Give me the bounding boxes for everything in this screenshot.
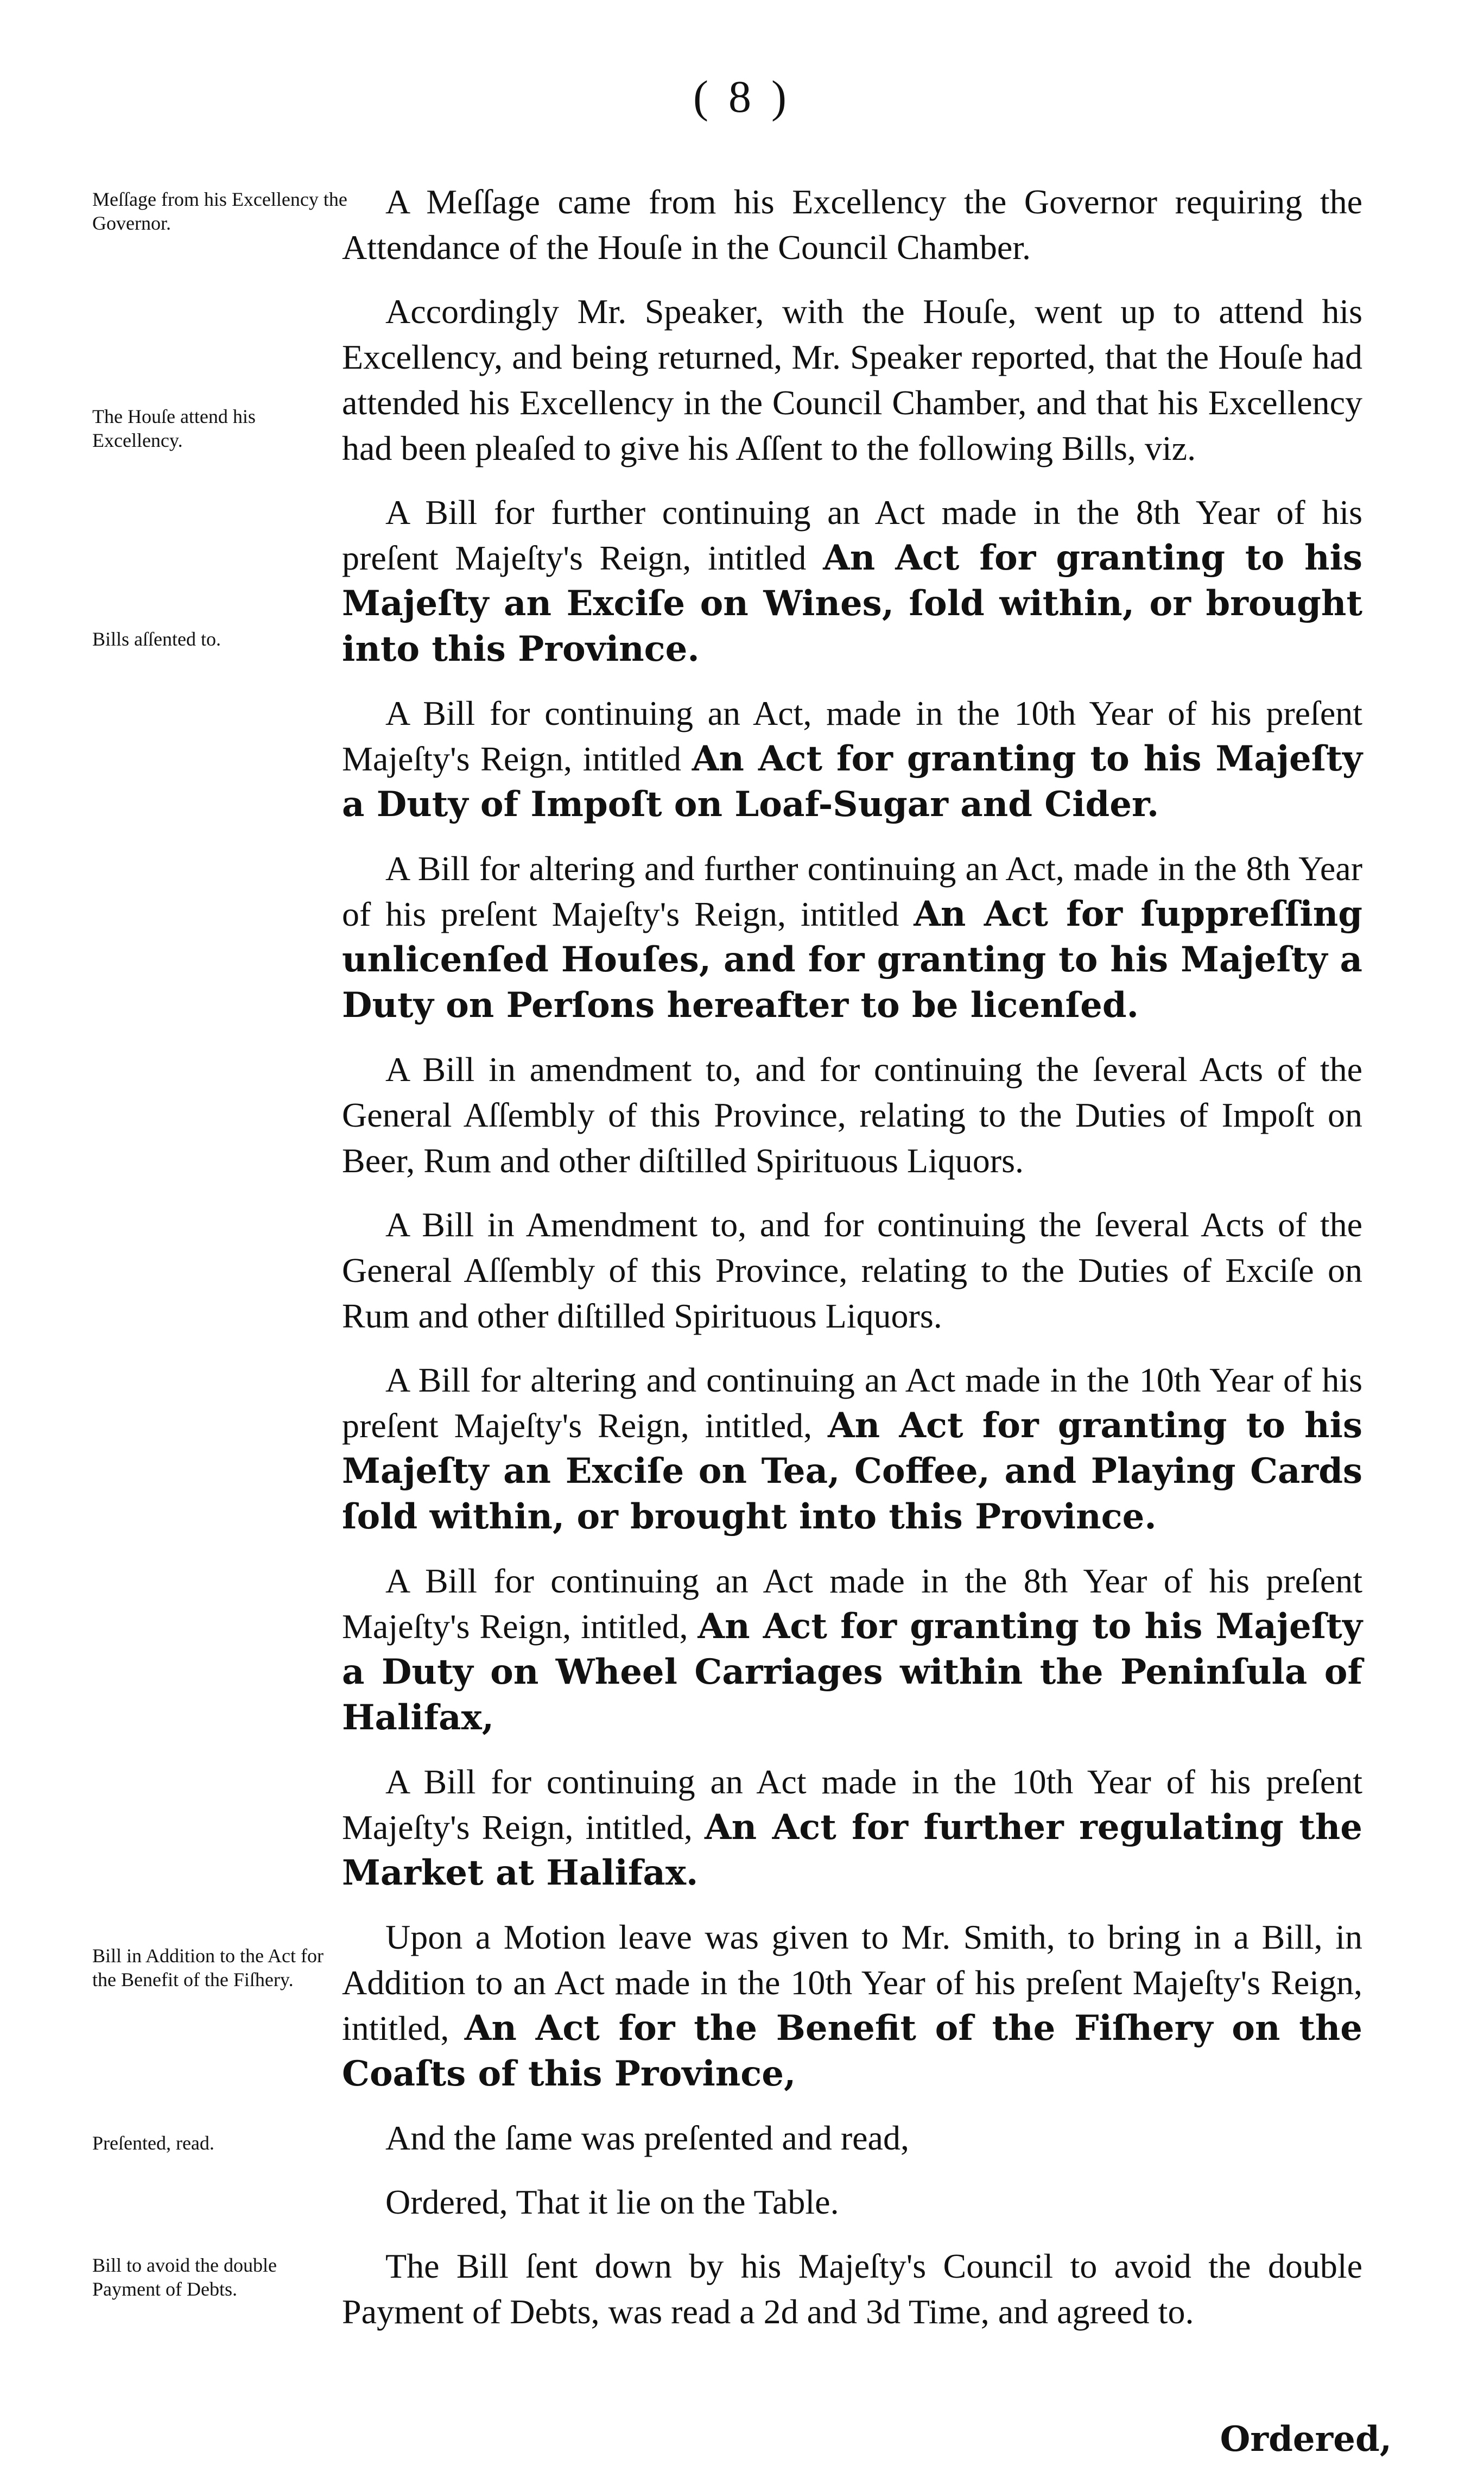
paragraph bbox=[342, 1759, 1362, 1896]
act-title: An Act for ſuppreſſing unlicenſed Houſes, and for granting to his Majeſty a Duty on Perſons hereafter to be licenſed. bbox=[342, 894, 1363, 1026]
paragraph bbox=[342, 1914, 1362, 2097]
paragraph bbox=[342, 179, 1362, 270]
paragraph bbox=[342, 490, 1362, 672]
paragraph-text: A Bill in amendment to, and for continuing the ſeveral Acts of the General Aſſembly of this Province, relating to the Duties of Impoſt on Beer, Rum and other diſtilled Spirituous Liquors. bbox=[342, 1050, 1362, 1180]
paragraph bbox=[342, 1047, 1362, 1184]
paragraph-text: A Meſſage came from his Excellency the Governor requiring the Attendance of the Houſe in the Council Chamber. bbox=[342, 182, 1362, 267]
paragraph bbox=[342, 846, 1362, 1028]
paragraph bbox=[342, 2115, 1362, 2161]
catchword: Ordered, bbox=[1220, 2419, 1392, 2460]
margin-note-double-payment: Bill to avoid the double Payment of Debts. bbox=[92, 2254, 277, 2300]
act-title: An Act for granting to his Majeſty an Exciſe on Tea, Coffee, and Playing Cards ſold within, or brought into this Province. bbox=[342, 1405, 1362, 1537]
paragraph-text: A Bill in Amendment to, and for continuing the ſeveral Acts of the General Aſſembly of this Province, relating to the Duties of Exciſe on Rum and other diſtilled Spirituous Liquors. bbox=[342, 1205, 1362, 1335]
paragraph-text: Ordered, That it lie on the Table. bbox=[385, 2183, 839, 2221]
margin-note-house-attend: The Houſe attend his Excellency. bbox=[92, 406, 256, 451]
paragraph bbox=[342, 1357, 1362, 1540]
paragraph bbox=[342, 289, 1362, 471]
act-title: An Act for granting to his Majeſty a Duty of Impoſt on Loaf-Sugar and Cider. bbox=[342, 738, 1363, 825]
paragraph bbox=[342, 2179, 1362, 2225]
paragraph bbox=[342, 1558, 1362, 1741]
paragraph-text: And the ſame was preſented and read, bbox=[385, 2119, 909, 2157]
act-title: An Act for granting to his Majeſty a Duty on Wheel Carriages within the Peninſula of Halifax, bbox=[342, 1606, 1363, 1738]
paragraph-text: Upon a Motion leave was given to Mr. Smith, to bring in a Bill, in Addition to an Act made in the 10th Year of his preſent Majeſty's Reign, intitled, bbox=[342, 1918, 1362, 2047]
margin-note-bills-assented: Bills aſſented to. bbox=[92, 628, 221, 650]
paragraph-text: The Bill ſent down by his Majeſty's Council to avoid the double Payment of Debts, was read a 2d and 3d Time, and agreed to. bbox=[342, 2247, 1362, 2331]
act-title: An Act for further regulating the Market at Halifax. bbox=[342, 1807, 1363, 1893]
paragraph-text: A Bill for continuing an Act, made in the 10th Year of his preſent Majeſty's Reign, intitled bbox=[342, 694, 1362, 778]
paragraph bbox=[342, 2243, 1362, 2335]
page-number: ( 8 ) bbox=[693, 72, 791, 122]
paragraph-text: A Bill for further continuing an Act made in the 8th Year of his preſent Majeſty's Reign, intitled bbox=[342, 493, 1362, 577]
paragraph-text: A Bill for continuing an Act made in the 10th Year of his preſent Majeſty's Reign, intitled, bbox=[342, 1762, 1362, 1847]
paragraph bbox=[342, 691, 1362, 827]
margin-note-fishery-bill: Bill in Addition to the Act for the Benefit of the Fiſhery. bbox=[92, 1945, 324, 1990]
paragraph-text: A Bill for altering and further continuing an Act, made in the 8th Year of his preſent Majeſty's Reign, intitled bbox=[342, 849, 1362, 933]
act-title: An Act for the Benefit of the Fiſhery on the Coaſts of this Province, bbox=[342, 2008, 1362, 2094]
paragraph-text: A Bill for continuing an Act made in the 8th Year of his preſent Majeſty's Reign, intitled, bbox=[342, 1562, 1362, 1646]
paragraph-text: Accordingly Mr. Speaker, with the Houſe, went up to attend his Excellency, and being returned, Mr. Speaker reported, that the Houſe had attended his Excellency in the Council Chamber, and that his Excellency had been pleaſed to give his Aſſent to the following Bills, viz. bbox=[342, 292, 1362, 467]
main-text bbox=[342, 179, 1362, 2353]
margin-notes bbox=[92, 0, 347, 2484]
act-title: An Act for granting to his Majeſty an Exciſe on Wines, ſold within, or brought into this Province. bbox=[342, 538, 1363, 669]
margin-note-presented: Preſented, read. bbox=[92, 2132, 214, 2154]
paragraph bbox=[342, 1202, 1362, 1339]
margin-note-message: Meſſage from his Excellency the Governor. bbox=[92, 188, 347, 234]
paragraph-text: A Bill for altering and continuing an Act made in the 10th Year of his preſent Majeſty's Reign, intitled, bbox=[342, 1361, 1362, 1445]
